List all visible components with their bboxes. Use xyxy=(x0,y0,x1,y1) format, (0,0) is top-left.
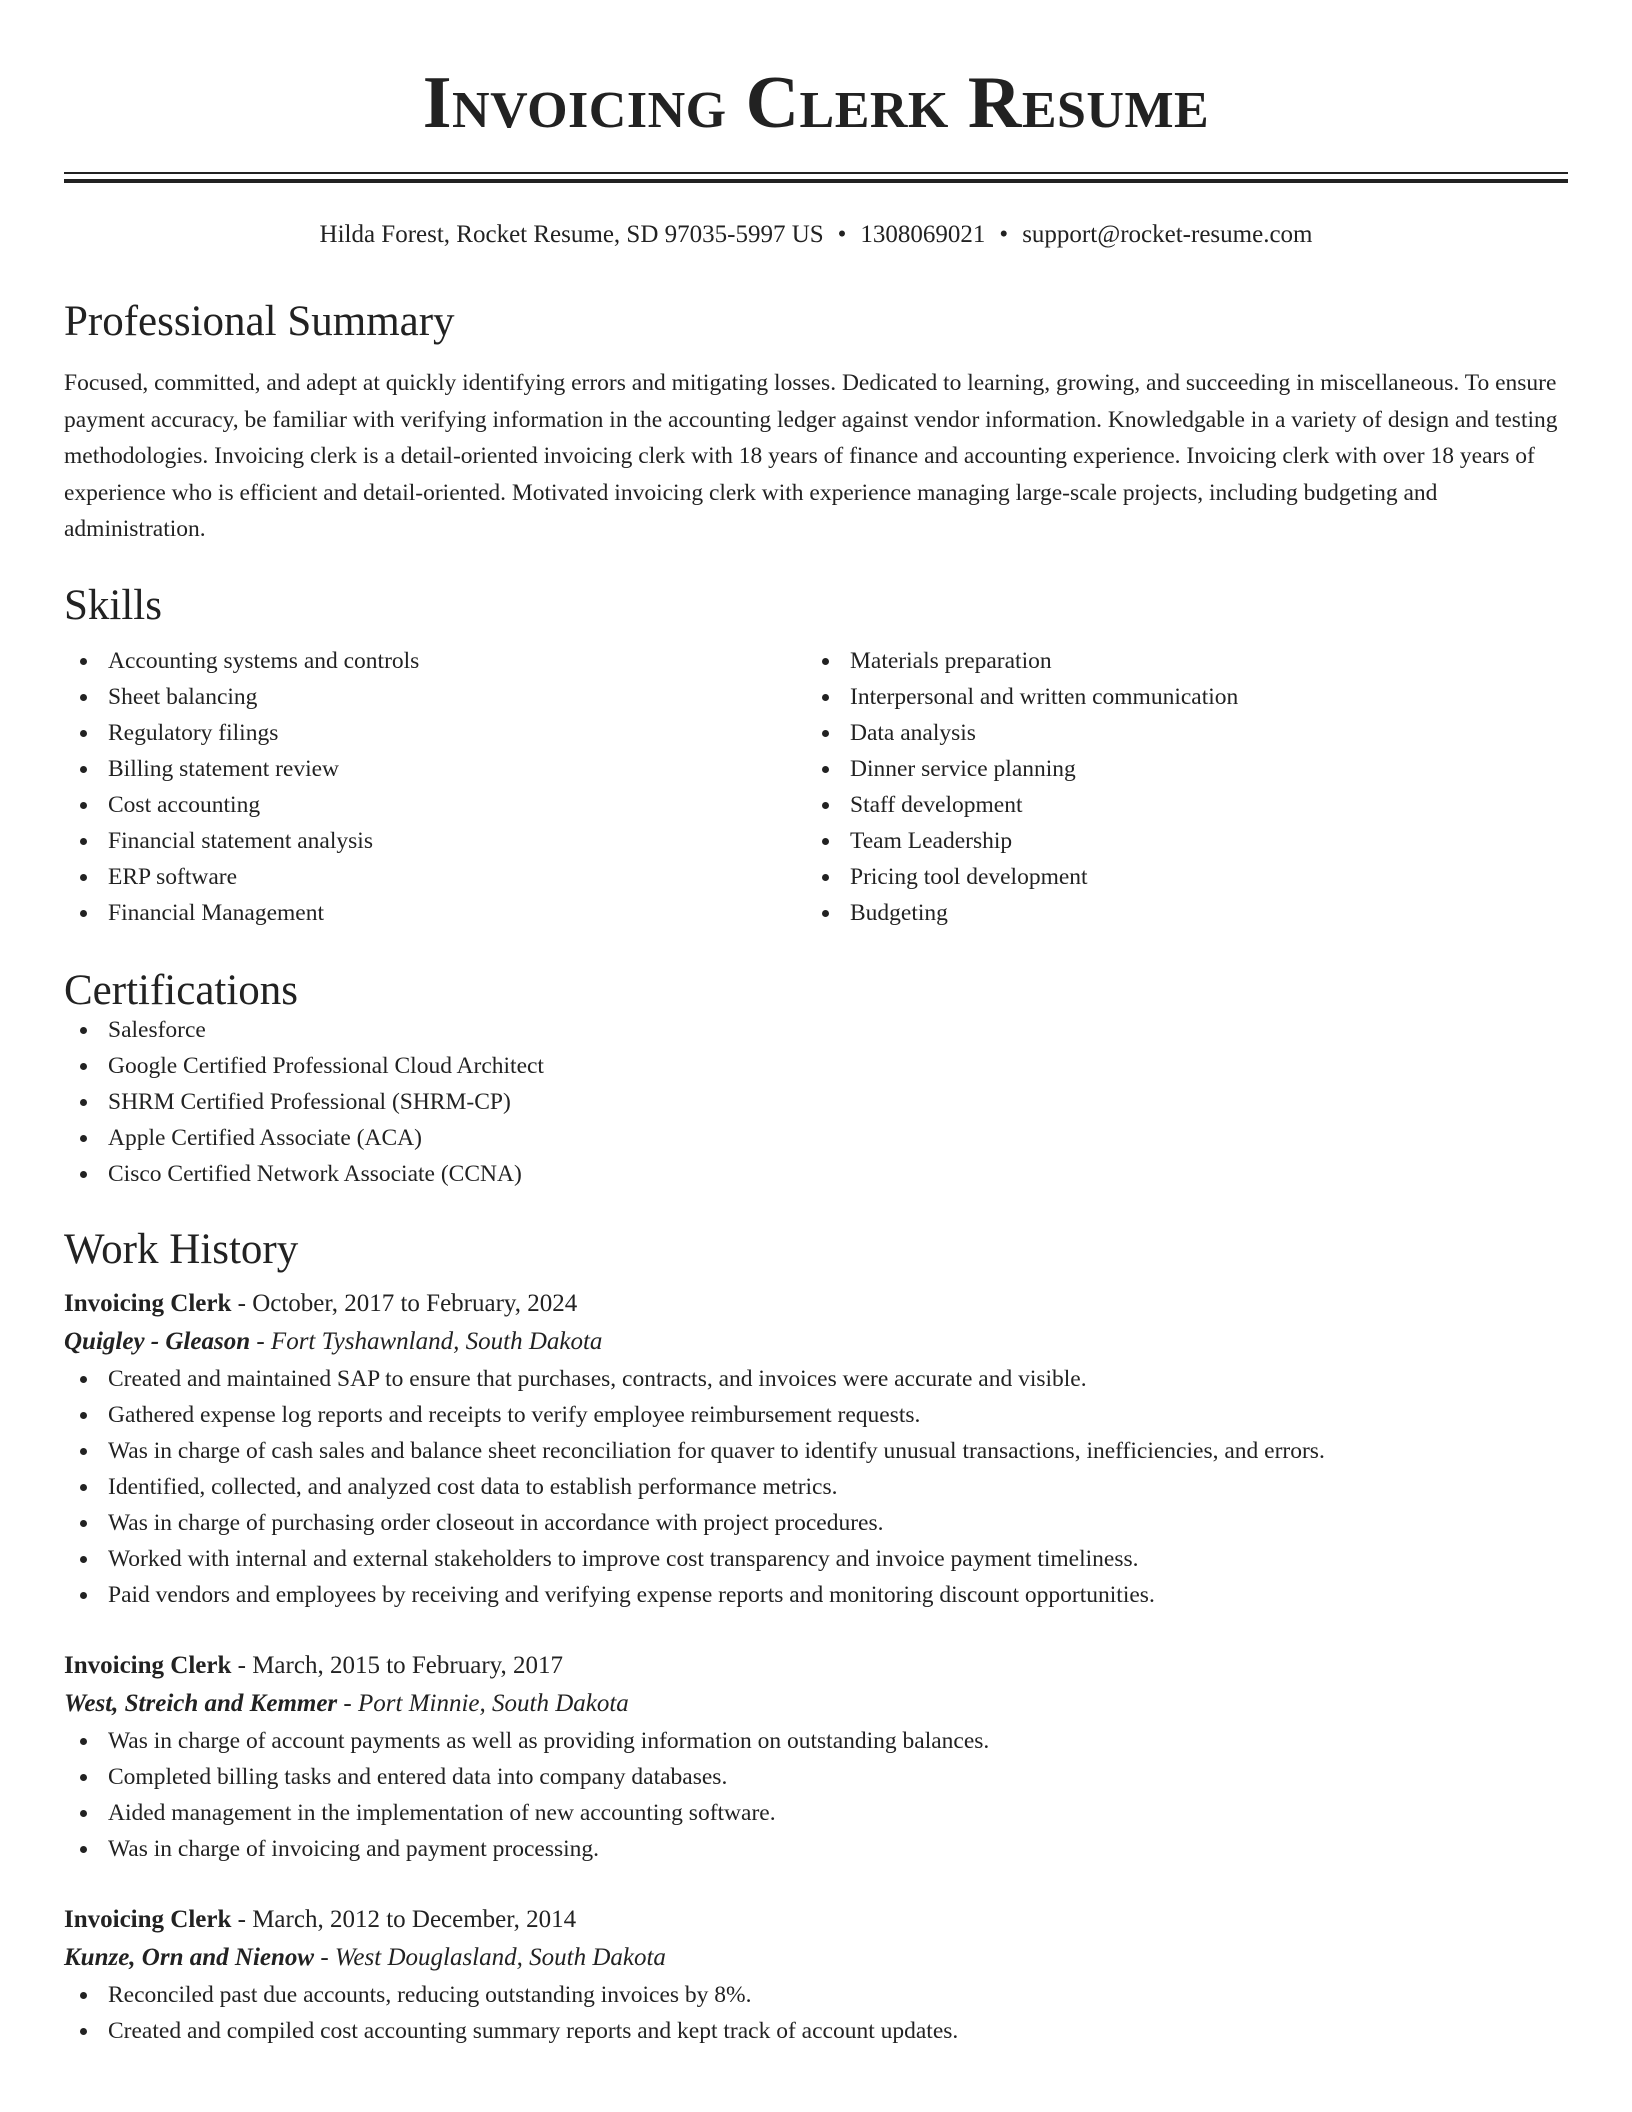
contact-email: support@rocket-resume.com xyxy=(1022,221,1313,248)
skill-item: Team Leadership xyxy=(806,823,1548,859)
work-history-section xyxy=(64,1225,1568,2049)
title-divider xyxy=(64,172,1568,184)
contact-address: Hilda Forest, Rocket Resume, SD 97035-5997 US xyxy=(319,221,824,248)
skill-item: Accounting systems and controls xyxy=(64,643,806,679)
certification-item: Cisco Certified Network Associate (CCNA) xyxy=(64,1156,1568,1192)
skill-item: Dinner service planning xyxy=(806,751,1548,787)
contact-separator: • xyxy=(999,221,1009,248)
skill-item: Financial Management xyxy=(64,895,806,931)
job-employer xyxy=(64,1323,1568,1361)
job-bullet: Was in charge of purchasing order closeout in accordance with project procedures. xyxy=(64,1505,1568,1541)
resume-page xyxy=(64,0,1568,2049)
job-dates: - October, 2017 to February, 2024 xyxy=(231,1289,578,1317)
job-bullet: Reconciled past due accounts, reducing outstanding invoices by 8%. xyxy=(64,1977,1568,2013)
job-header xyxy=(64,1901,1568,1939)
skills-grid xyxy=(64,643,1568,931)
job-title: Invoicing Clerk xyxy=(64,1289,232,1317)
certification-item: SHRM Certified Professional (SHRM-CP) xyxy=(64,1084,1568,1120)
job-bullet: Worked with internal and external stakeholders to improve cost transparency and invoice payment timeliness. xyxy=(64,1541,1568,1577)
skill-item: Budgeting xyxy=(806,895,1548,931)
job-header xyxy=(64,1285,1568,1323)
certification-item: Google Certified Professional Cloud Architect xyxy=(64,1048,1568,1084)
job-bullet: Paid vendors and employees by receiving and verifying expense reports and monitoring discount opportunities. xyxy=(64,1577,1568,1613)
job-dates: - March, 2012 to December, 2014 xyxy=(231,1905,577,1933)
skill-item: Interpersonal and written communication xyxy=(806,679,1548,715)
summary-section xyxy=(64,300,1568,548)
skills-section xyxy=(64,581,1568,931)
skill-item: Billing statement review xyxy=(64,751,806,787)
job-location: - Fort Tyshawnland, South Dakota xyxy=(250,1327,603,1355)
skill-item: Materials preparation xyxy=(806,643,1548,679)
job-bullet: Created and compiled cost accounting summary reports and kept track of account updates. xyxy=(64,2013,1568,2049)
job-bullet: Identified, collected, and analyzed cost data to establish performance metrics. xyxy=(64,1469,1568,1505)
job-bullet: Created and maintained SAP to ensure that purchases, contracts, and invoices were accurate and visible. xyxy=(64,1361,1568,1397)
job-entry xyxy=(64,1285,1568,1613)
job-bullet: Aided management in the implementation of new accounting software. xyxy=(64,1795,1568,1831)
job-employer xyxy=(64,1685,1568,1723)
contact-separator: • xyxy=(837,221,847,248)
skill-item: Sheet balancing xyxy=(64,679,806,715)
skill-item: ERP software xyxy=(64,859,806,895)
certification-item: Salesforce xyxy=(64,1012,1568,1048)
job-title: Invoicing Clerk xyxy=(64,1905,232,1933)
divider-line-thin xyxy=(64,172,1568,174)
job-dates: - March, 2015 to February, 2017 xyxy=(231,1651,564,1679)
summary-heading: Professional Summary xyxy=(64,298,455,345)
job-bullet: Completed billing tasks and entered data into company databases. xyxy=(64,1759,1568,1795)
page-title: Invoicing Clerk Resume xyxy=(422,62,1210,144)
job-header xyxy=(64,1647,1568,1685)
skills-list-right xyxy=(806,643,1548,931)
job-title: Invoicing Clerk xyxy=(64,1651,232,1679)
job-entry xyxy=(64,1901,1568,2049)
job-entry xyxy=(64,1647,1568,1867)
job-bullet: Gathered expense log reports and receipts to verify employee reimbursement requests. xyxy=(64,1397,1568,1433)
work-history-heading: Work History xyxy=(64,1225,299,1273)
skill-item: Pricing tool development xyxy=(806,859,1548,895)
job-location: - West Douglasland, South Dakota xyxy=(314,1943,666,1971)
job-bullet: Was in charge of cash sales and balance sheet reconciliation for quaver to identify unusual transactions, inefficiencies, and errors. xyxy=(64,1433,1568,1469)
skills-list-left xyxy=(64,643,806,931)
certification-item: Apple Certified Associate (ACA) xyxy=(64,1120,1568,1156)
job-responsibilities xyxy=(64,1361,1568,1613)
contact-info xyxy=(64,220,1568,250)
certifications-list xyxy=(64,1012,1568,1192)
skill-item: Cost accounting xyxy=(64,787,806,823)
job-company: West, Streich and Kemmer xyxy=(64,1689,338,1717)
skill-item: Regulatory filings xyxy=(64,715,806,751)
certifications-section xyxy=(64,966,1568,1192)
skills-column-left xyxy=(64,643,806,931)
skill-item: Financial statement analysis xyxy=(64,823,806,859)
summary-text: Focused, committed, and adept at quickly identifying errors and mitigating losses. Dedicated to learning, growing, and succeeding in miscellaneous. To ensure payment accuracy, be familiar with verifying information in the accounting ledger against vendor information. Knowledgable in a variety of design and testing methodologies. Invoicing clerk is a detail-oriented invoicing clerk with 18 years of finance and accounting experience. Invoicing clerk with over 18 years of experience who is efficient and detail-oriented. Motivated invoicing clerk with experience managing large-scale projects, including budgeting and administration. xyxy=(64,370,1558,542)
divider-line-thick xyxy=(64,179,1568,183)
skill-item: Staff development xyxy=(806,787,1548,823)
skills-heading: Skills xyxy=(64,581,162,629)
job-employer xyxy=(64,1939,1568,1977)
job-location: - Port Minnie, South Dakota xyxy=(337,1689,629,1717)
job-bullet: Was in charge of invoicing and payment processing. xyxy=(64,1831,1568,1867)
skill-item: Data analysis xyxy=(806,715,1548,751)
job-company: Kunze, Orn and Nienow xyxy=(64,1943,315,1971)
job-responsibilities xyxy=(64,1977,1568,2049)
contact-phone: 1308069021 xyxy=(860,221,986,248)
job-company: Quigley - Gleason xyxy=(64,1327,251,1355)
job-bullet: Was in charge of account payments as well as providing information on outstanding balances. xyxy=(64,1723,1568,1759)
skills-column-right xyxy=(806,643,1548,931)
job-responsibilities xyxy=(64,1723,1568,1867)
certifications-heading: Certifications xyxy=(64,966,299,1014)
